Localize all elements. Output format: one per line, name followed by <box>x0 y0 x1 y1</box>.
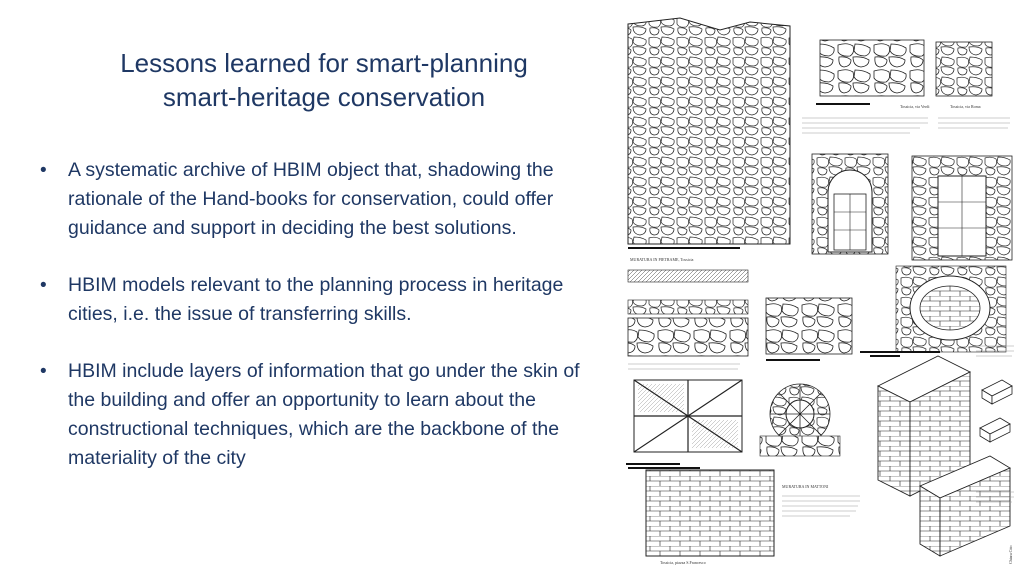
masonry-drawings-svg <box>620 16 1018 572</box>
bullet-item <box>38 357 608 473</box>
title-line-1: Lessons learned for smart-planning <box>120 48 528 78</box>
bullet-text: A systematic archive of HBIM object that, shadowing the rationale of the Hand-books for conservation, could offer guidance and support in deciding the best solutions. <box>68 159 554 239</box>
brick-text-block <box>782 484 860 516</box>
caption-via-roma: Tossicia, via Roma <box>950 104 981 109</box>
caption-piazza: Tossicia, piazza S.Francesco <box>660 560 706 565</box>
title-line-2: smart-heritage conservation <box>162 82 486 112</box>
window-detail-a <box>812 154 888 254</box>
caption-muratura-bricks: MURATURA IN MATTONI <box>782 484 829 489</box>
bullet-dot-icon: • <box>40 361 47 382</box>
caption-via-verdi: Tossicia, via Verdi <box>900 104 930 109</box>
isometric-brick-corner <box>878 346 1014 564</box>
timber-frame-panel <box>634 380 742 452</box>
caption-stone-wall: MURATURA IN PIETRAME, Tossicia <box>630 257 694 262</box>
bullet-item <box>38 156 608 243</box>
masonry-drawing-plate <box>620 16 1018 572</box>
bullet-text: HBIM include layers of information that go under the skin of the building and offer an opportunity to learn about the constructional techniques, which are the backbone of the materiality of the city <box>68 360 580 469</box>
bullet-text: HBIM models relevant to the planning process in heritage cities, i.e. the issue of transferring skills. <box>68 274 564 325</box>
bullet-item <box>38 271 608 329</box>
stone-wall-elevation <box>628 18 790 263</box>
stone-sample-a <box>802 40 930 133</box>
round-window-detail <box>860 266 1006 352</box>
slide-title <box>40 46 608 114</box>
brick-wall-elevation <box>628 468 774 566</box>
wall-sample-c <box>766 298 852 360</box>
caption-side-label: Chiara Cito <box>1008 545 1013 564</box>
bullet-dot-icon: • <box>40 160 47 181</box>
stone-sample-b <box>936 42 1010 128</box>
wheel-pattern-detail <box>760 384 840 456</box>
bullet-list <box>38 156 608 501</box>
wall-strip-samples <box>628 270 748 369</box>
window-detail-b <box>912 156 1012 260</box>
bullet-dot-icon: • <box>40 275 47 296</box>
